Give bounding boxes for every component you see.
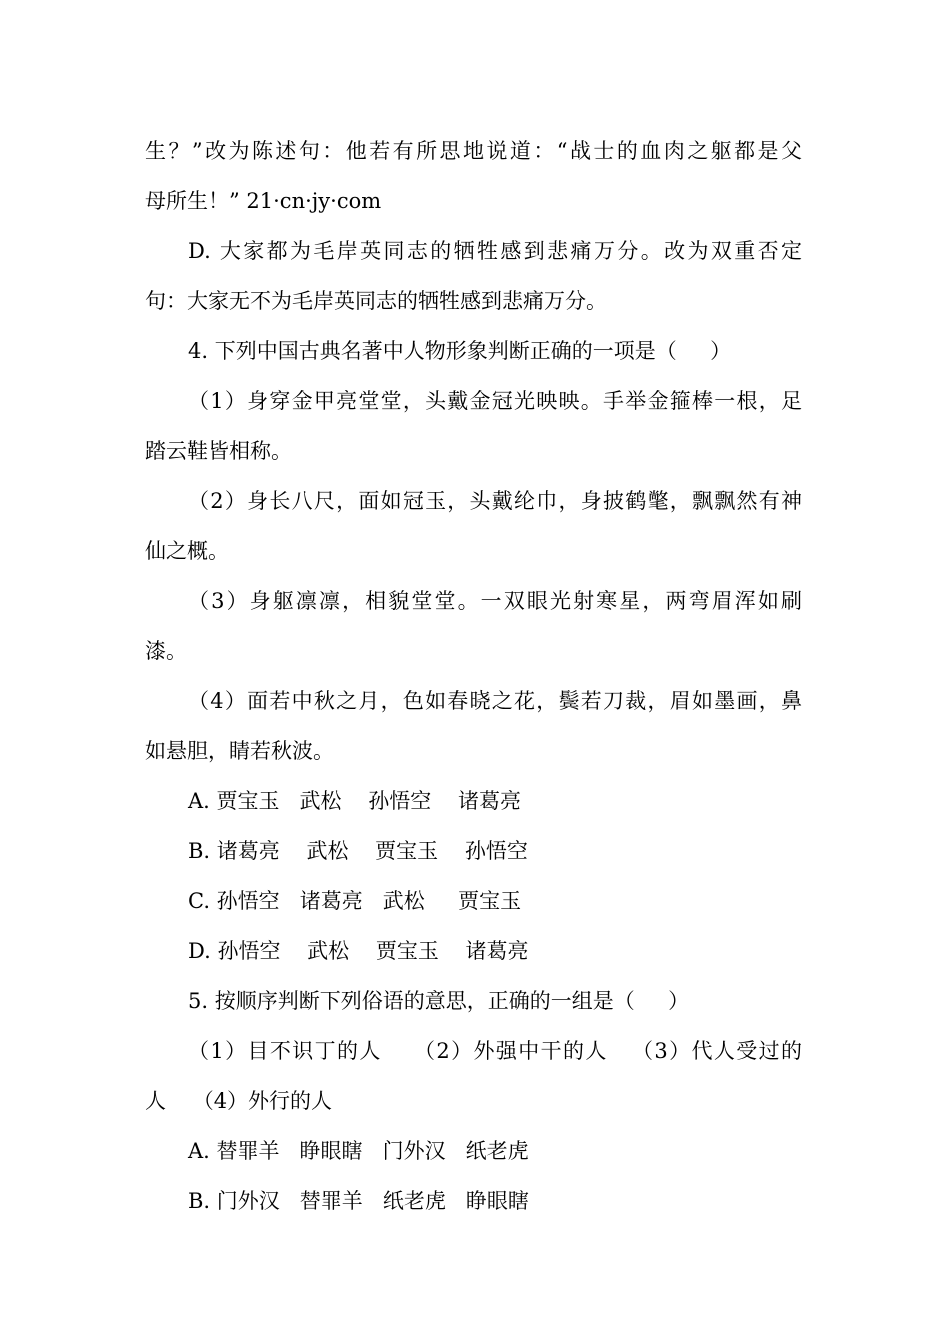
question-5: 5. 按顺序判断下列俗语的意思，正确的一组是（ ） <box>188 989 690 1013</box>
q4-option-b: B. 诸葛亮 武松 贾宝玉 孙悟空 <box>188 839 528 863</box>
q4-option-d: D. 孙悟空 武松 贾宝玉 诸葛亮 <box>188 939 529 963</box>
description-3: （3）身躯凛凛，相貌堂堂。一双眼光射寒星，两弯眉浑如刷 <box>188 589 802 613</box>
description-4: （4）面若中秋之月，色如春晓之花，鬓若刀裁，眉如墨画，鼻 <box>188 689 802 713</box>
text-line: 如悬胆，睛若秋波。 <box>145 739 334 763</box>
text-line: 踏云鞋皆相称。 <box>145 439 292 463</box>
q4-option-a: A. 贾宝玉 武松 孙悟空 诸葛亮 <box>188 789 521 813</box>
text-line: 漆。 <box>145 639 187 663</box>
text-line: 句：大家无不为毛岸英同志的牺牲感到悲痛万分。 <box>145 289 607 313</box>
text-line: 生？”改为陈述句：他若有所思地说道：“战士的血肉之躯都是父 <box>145 139 802 163</box>
text-line: 仙之概。 <box>145 539 229 563</box>
proverb-meanings: （1）目不识丁的人 （2）外强中干的人 （3）代人受过的 <box>188 1039 802 1063</box>
q5-option-b: B. 门外汉 替罪羊 纸老虎 睁眼瞎 <box>188 1189 529 1213</box>
text-line: 母所生！” 21·cn·jy·com <box>145 189 382 213</box>
description-2: （2）身长八尺，面如冠玉，头戴纶巾，身披鹤氅，飘飘然有神 <box>188 489 802 513</box>
q4-option-c: C. 孙悟空 诸葛亮 武松 贾宝玉 <box>188 889 522 913</box>
description-1: （1）身穿金甲亮堂堂，头戴金冠光映映。手举金箍棒一根，足 <box>188 389 802 413</box>
question-4: 4. 下列中国古典名著中人物形象判断正确的一项是（ ） <box>188 339 732 363</box>
option-d-line: D. 大家都为毛岸英同志的牺牲感到悲痛万分。改为双重否定 <box>188 239 802 263</box>
text-line: 人 （4）外行的人 <box>145 1089 333 1113</box>
q5-option-a: A. 替罪羊 睁眼瞎 门外汉 纸老虎 <box>188 1139 529 1163</box>
